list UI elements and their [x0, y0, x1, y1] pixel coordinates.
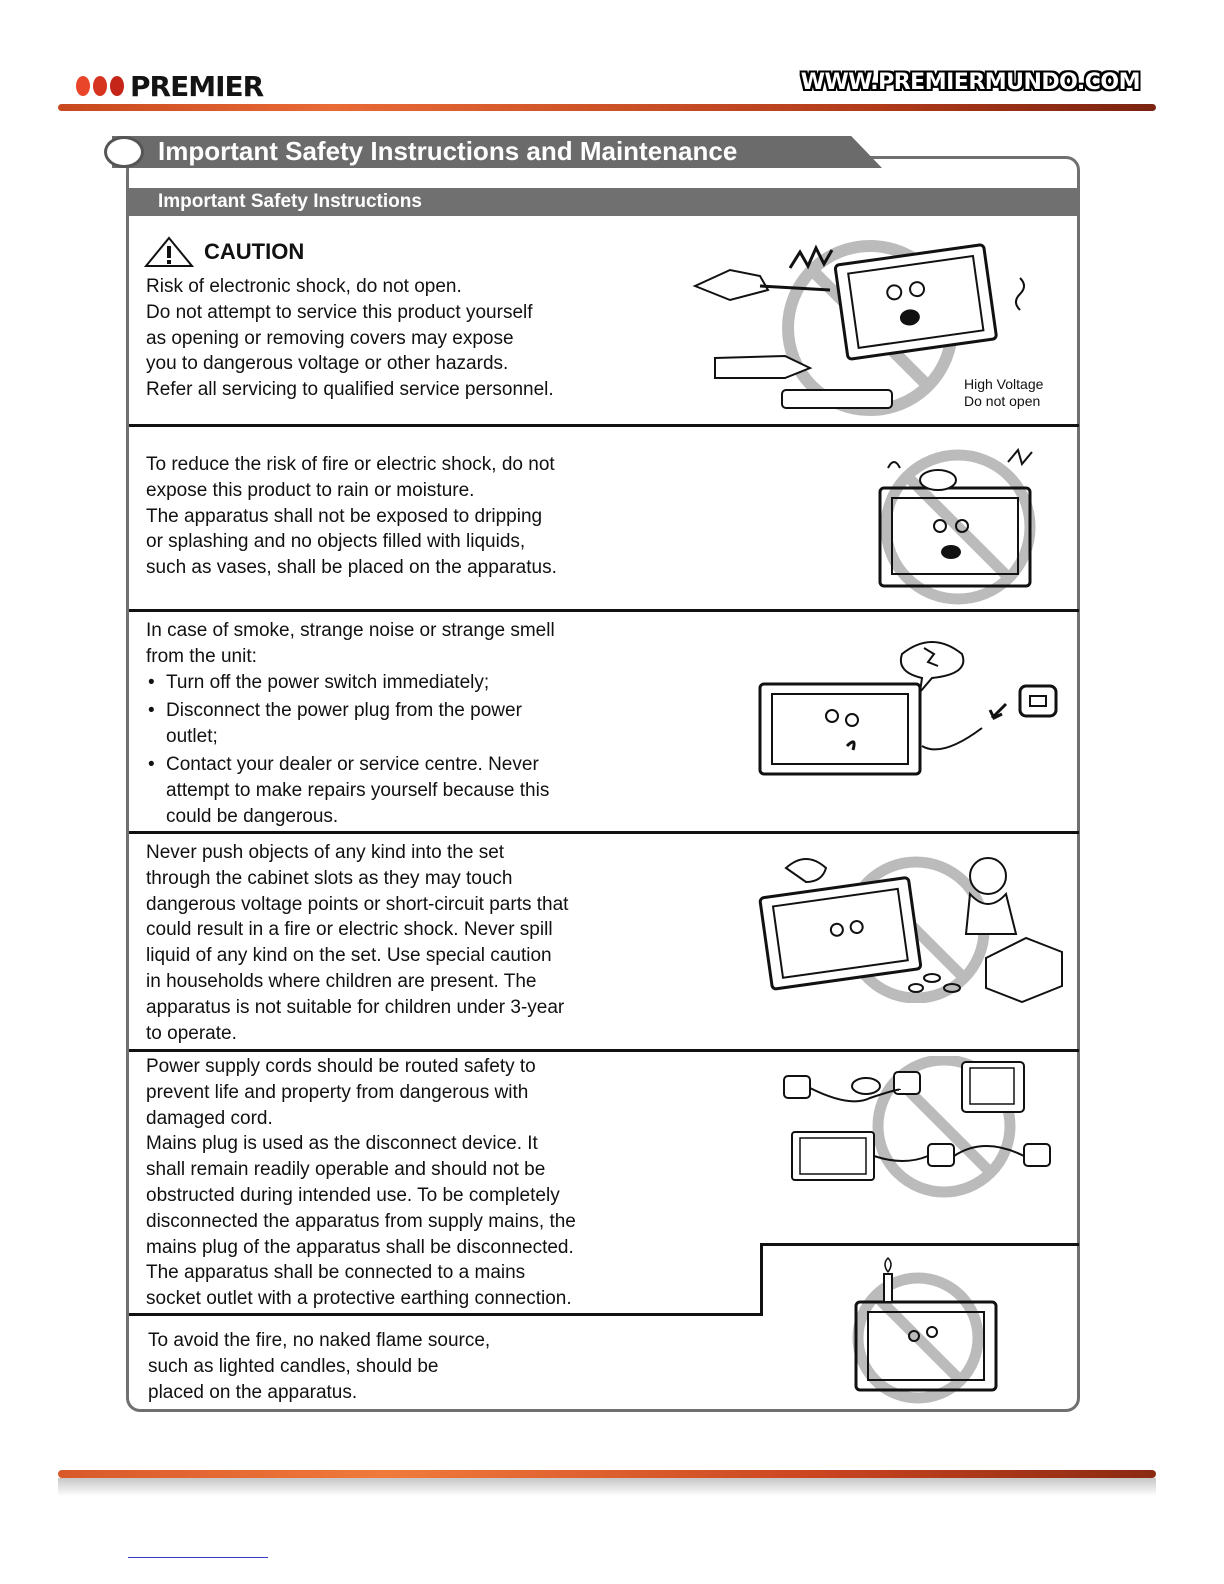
cords-illustration [774, 1056, 1064, 1201]
warning-triangle-icon [144, 236, 194, 268]
objects-text: Never push objects of any kind into the set through the cabinet slots as they may touch dangerous voltage points or short-circuit parts that could result in a fire or electric shock. Never spill liquid of any kind on the set. Use special caution in households where children are present. The apparatus is not suitable for children under 3-year to operate. [146, 842, 569, 1044]
subsection-title: Important Safety Instructions [158, 191, 422, 212]
divider-7 [129, 1313, 763, 1316]
section-title: Important Safety Instructions and Maintenance [158, 136, 738, 166]
brand-name: PREMIER [130, 69, 264, 103]
brand-logo [76, 70, 263, 102]
divider-1 [129, 424, 1079, 427]
footer-rule-shadow [58, 1478, 1156, 1496]
smoke-bullet-1: • Turn off the power switch immediately; [146, 670, 549, 696]
flame-text: To avoid the fire, no naked flame source, such as lighted candles, should be placed on the apparatus. [148, 1330, 491, 1403]
divider-6 [760, 1243, 763, 1316]
moisture-illustration [858, 440, 1058, 605]
section-title-circle [104, 136, 144, 168]
divider-3 [129, 831, 1079, 834]
smoke-illustration [752, 628, 1062, 778]
divider-4 [129, 1049, 1079, 1052]
high-voltage-label: High Voltage Do not open [964, 376, 1044, 409]
brand-dot-3 [110, 76, 124, 96]
caution-heading [144, 236, 304, 268]
smoke-bullet-2: • Disconnect the power plug from the power outlet; [146, 698, 549, 750]
brand-dot-1 [76, 76, 90, 96]
caution-text: Risk of electronic shock, do not open. Do not attempt to service this product yourself as opening or removing covers may expose you to dangerous voltage or other hazards. Refer all servicing to qualified service personnel. [146, 276, 554, 401]
divider-2 [129, 609, 1079, 612]
divider-5 [760, 1243, 1079, 1246]
objects-illustration [756, 848, 1066, 1003]
brand-dot-2 [93, 76, 107, 96]
website-url[interactable]: WWW.PREMIERMUNDO.COM [800, 70, 1140, 95]
smoke-bullets [146, 670, 549, 830]
caution-title: CAUTION [204, 239, 305, 264]
moisture-text: To reduce the risk of fire or electric shock, do not expose this product to rain or moisture. The apparatus shall not be exposed to dripping or splashing and no objects filled with liquids, such as vases, shall be placed on the apparatus. [146, 454, 557, 579]
footer-link-line [128, 1557, 268, 1558]
cords-text: Power supply cords should be routed safety to prevent life and property from dangerous with damaged cord. Mains plug is used as the disconnect device. It shall remain readily operable and should not be obstructed during intended use. To be completely disconnected the apparatus from supply mains, the mains plug of the apparatus shall be disconnected. The apparatus shall be connected to a mains socket outlet with a protective earthing connection. [146, 1056, 576, 1310]
footer-rule [58, 1470, 1156, 1478]
smoke-intro: In case of smoke, strange noise or strange smell from the unit: [146, 620, 555, 667]
header-rule [58, 104, 1156, 111]
brand-dots [76, 76, 124, 96]
smoke-bullet-3: • Contact your dealer or service centre. Never attempt to make repairs yourself because this could be dangerous. [146, 752, 549, 830]
flame-illustration [836, 1256, 1006, 1406]
